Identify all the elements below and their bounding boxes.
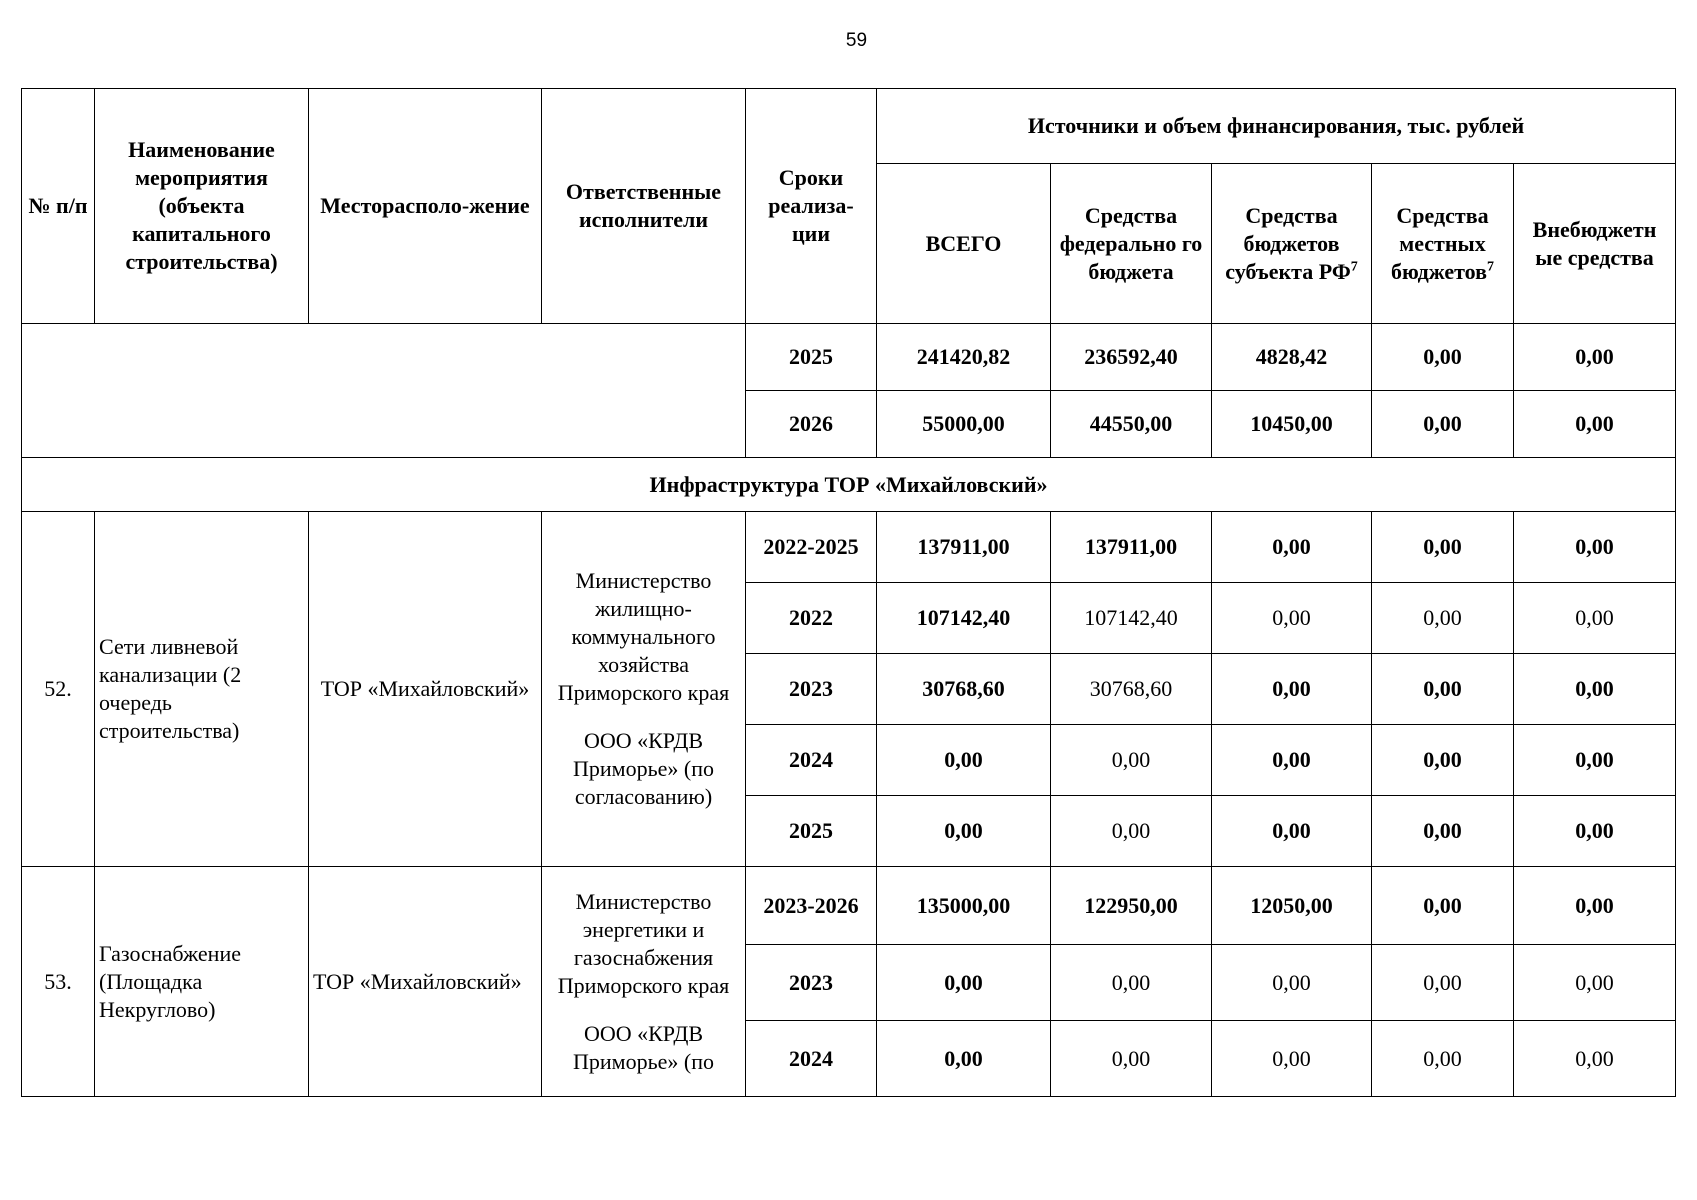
extra-cell: 0,00: [1514, 654, 1676, 725]
local-cell: 0,00: [1372, 796, 1514, 867]
extra-cell: 0,00: [1514, 512, 1676, 583]
table-row: [22, 867, 1676, 945]
total-cell: 0,00: [877, 945, 1051, 1021]
subject-cell: 0,00: [1212, 654, 1372, 725]
financing-table: [21, 88, 1676, 1097]
header-location: Месторасполо-жение: [309, 89, 542, 324]
subject-cell: 4828,42: [1212, 324, 1372, 391]
year-cell: 2023-2026: [746, 867, 877, 945]
header-local: Средства местных бюджетов$^7$: [1372, 164, 1514, 324]
executor-company: ООО «КРДВ Приморье» (по: [573, 1020, 714, 1074]
executor-ministry: Министерство жилищно-коммунального хозяйства Приморского края: [557, 568, 730, 705]
total-cell: 107142,40: [877, 583, 1051, 654]
table-row: [22, 512, 1676, 583]
extra-cell: 0,00: [1514, 391, 1676, 458]
extra-cell: 0,00: [1514, 725, 1676, 796]
year-cell: 2023: [746, 654, 877, 725]
subject-cell: 0,00: [1212, 725, 1372, 796]
page-number: 59: [845, 30, 868, 51]
item-location: ТОР «Михайловский»: [309, 867, 542, 1097]
executor-ministry: Министерство энергетики и газоснабжения Приморского края: [557, 888, 730, 998]
extra-cell: 0,00: [1514, 867, 1676, 945]
federal-cell: 0,00: [1051, 945, 1212, 1021]
extra-cell: 0,00: [1514, 324, 1676, 391]
local-cell: 0,00: [1372, 391, 1514, 458]
subject-cell: 0,00: [1212, 1021, 1372, 1097]
local-cell: 0,00: [1372, 725, 1514, 796]
local-cell: 0,00: [1372, 512, 1514, 583]
header-row-1: [22, 89, 1676, 164]
year-cell: 2025: [746, 796, 877, 867]
year-cell: 2023: [746, 945, 877, 1021]
total-cell: 241420,82: [877, 324, 1051, 391]
item-number: 52.: [22, 512, 95, 867]
executor-company: ООО «КРДВ Приморье» (по согласованию): [573, 728, 714, 809]
extra-cell: 0,00: [1514, 583, 1676, 654]
header-period: Сроки реализа-ции: [746, 89, 877, 324]
total-cell: 0,00: [877, 796, 1051, 867]
local-cell: 0,00: [1372, 1021, 1514, 1097]
header-executors: Ответственные исполнители: [542, 89, 746, 324]
header-num: № п/п: [22, 89, 95, 324]
local-cell: 0,00: [1372, 324, 1514, 391]
federal-cell: 137911,00: [1051, 512, 1212, 583]
total-cell: 137911,00: [877, 512, 1051, 583]
header-sources: Источники и объем финансирования, тыс. рублей: [877, 89, 1676, 164]
year-cell: 2022: [746, 583, 877, 654]
header-extra: Внебюджетн ые средства: [1514, 164, 1676, 324]
item-executors: [542, 512, 746, 867]
subject-cell: 0,00: [1212, 583, 1372, 654]
local-cell: 0,00: [1372, 867, 1514, 945]
item-number: 53.: [22, 867, 95, 1097]
extra-cell: 0,00: [1514, 945, 1676, 1021]
federal-cell: 30768,60: [1051, 654, 1212, 725]
subject-cell: 12050,00: [1212, 867, 1372, 945]
item-name: Газоснабжение (Площадка Некруглово): [95, 867, 309, 1097]
local-cell: 0,00: [1372, 654, 1514, 725]
item-name: Сети ливневой канализации (2 очередь строительства): [95, 512, 309, 867]
total-cell: 0,00: [877, 725, 1051, 796]
header-federal: Средства федерально го бюджета: [1051, 164, 1212, 324]
year-cell: 2022-2025: [746, 512, 877, 583]
federal-cell: 0,00: [1051, 796, 1212, 867]
section-row: [22, 458, 1676, 512]
federal-cell: 236592,40: [1051, 324, 1212, 391]
year-cell: 2024: [746, 725, 877, 796]
extra-cell: 0,00: [1514, 1021, 1676, 1097]
local-cell: 0,00: [1372, 945, 1514, 1021]
header-name: Наименование мероприятия (объекта капитального строительства): [95, 89, 309, 324]
subject-cell: 0,00: [1212, 945, 1372, 1021]
federal-cell: 122950,00: [1051, 867, 1212, 945]
header-total: ВСЕГО: [877, 164, 1051, 324]
federal-cell: 44550,00: [1051, 391, 1212, 458]
total-cell: 30768,60: [877, 654, 1051, 725]
subject-cell: 10450,00: [1212, 391, 1372, 458]
item-location: ТОР «Михайловский»: [309, 512, 542, 867]
empty-cell: [22, 324, 746, 458]
total-cell: 55000,00: [877, 391, 1051, 458]
federal-cell: 107142,40: [1051, 583, 1212, 654]
header-subject: Средства бюджетов субъекта $РФ^7$: [1212, 164, 1372, 324]
subject-cell: 0,00: [1212, 796, 1372, 867]
total-cell: 135000,00: [877, 867, 1051, 945]
local-cell: 0,00: [1372, 583, 1514, 654]
table-row: [22, 324, 1676, 391]
year-cell: 2026: [746, 391, 877, 458]
federal-cell: 0,00: [1051, 1021, 1212, 1097]
year-cell: 2024: [746, 1021, 877, 1097]
item-executors: [542, 867, 746, 1097]
section-title: Инфраструктура ТОР «Михайловский»: [22, 458, 1676, 512]
year-cell: 2025: [746, 324, 877, 391]
subject-cell: 0,00: [1212, 512, 1372, 583]
extra-cell: 0,00: [1514, 796, 1676, 867]
federal-cell: 0,00: [1051, 725, 1212, 796]
total-cell: 0,00: [877, 1021, 1051, 1097]
